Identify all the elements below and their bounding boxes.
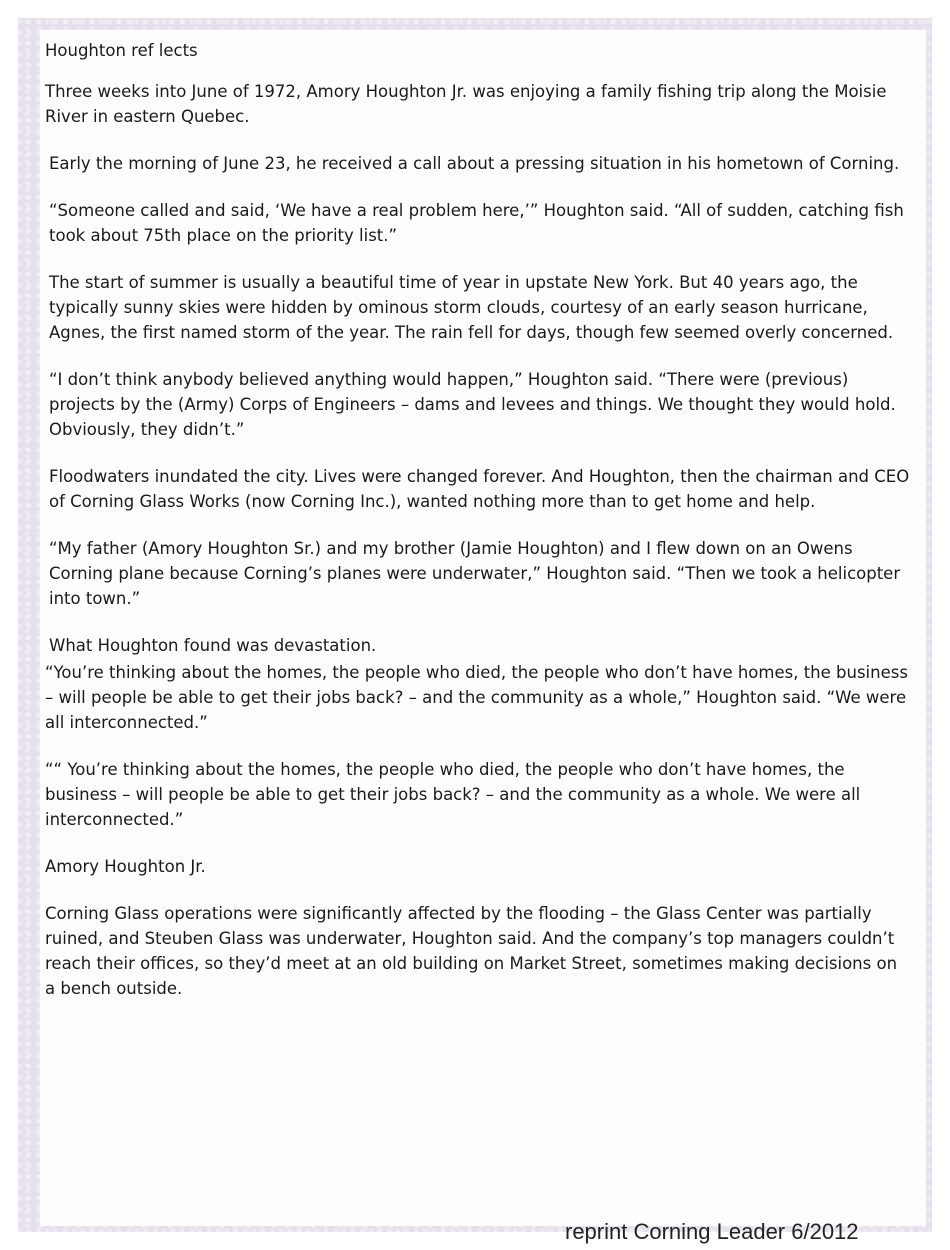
paragraph-1: Three weeks into June of 1972, Amory Houghton Jr. was enjoying a family fishing trip along the Moisie River in eastern Quebec. [45,82,887,126]
paragraph-5: “I don’t think anybody believed anything would happen,” Houghton said. “There were (previous) projects by the (Army) Corps of Engineers – dams and levees and things. We thought they would hold. Obviously, they didn’t.” [49,370,896,439]
byline: Amory Houghton Jr. [45,857,206,876]
paragraph-9: “You’re thinking about the homes, the people who died, the people who don’t have homes, the business – will people be able to get their jobs back? – and the community as a whole,” Houghton said. “We were all interconnected.” [45,663,908,732]
paragraph-12: Corning Glass operations were significantly affected by the flooding – the Glass Center was partially ruined, and Steuben Glass was underwater, Houghton said. And the company’s top managers couldn’t reach their offices, so they’d meet at an old building on Market Street, sometimes making decisions on a bench outside. [45,904,898,998]
article-panel [40,30,926,1244]
paper-background [18,18,932,1244]
article-body [45,38,911,1001]
paragraph-6: Floodwaters inundated the city. Lives were changed forever. And Houghton, then the chairman and CEO of Corning Glass Works (now Corning Inc.), wanted nothing more than to get home and help. [49,467,910,511]
reprint-note: reprint Corning Leader 6/2012 [565,1219,859,1244]
paragraph-4: The start of summer is usually a beautiful time of year in upstate New York. But 40 years ago, the typically sunny skies were hidden by ominous storm clouds, courtesy of an early season hurricane, Agnes, the first named storm of the year. The rain fell for days, though few seemed overly concerned. [49,273,894,342]
paragraph-2: Early the morning of June 23, he received a call about a pressing situation in his hometown of Corning. [49,154,900,173]
paragraph-8: What Houghton found was devastation. [49,636,377,655]
article-title: Houghton ref lects [45,41,198,60]
paragraph-10: ““ You’re thinking about the homes, the people who died, the people who don’t have homes, the business – will people be able to get their jobs back? – and the community as a whole. We were all interconnected.” [45,760,861,829]
paragraph-7: “My father (Amory Houghton Sr.) and my brother (Jamie Houghton) and I flew down on an Owens Corning plane because Corning’s planes were underwater,” Houghton said. “Then we took a helicopter into town.” [49,539,901,608]
paragraph-3: “Someone called and said, ‘We have a real problem here,’” Houghton said. “All of sudden, catching fish took about 75th place on the priority list.” [49,201,904,245]
